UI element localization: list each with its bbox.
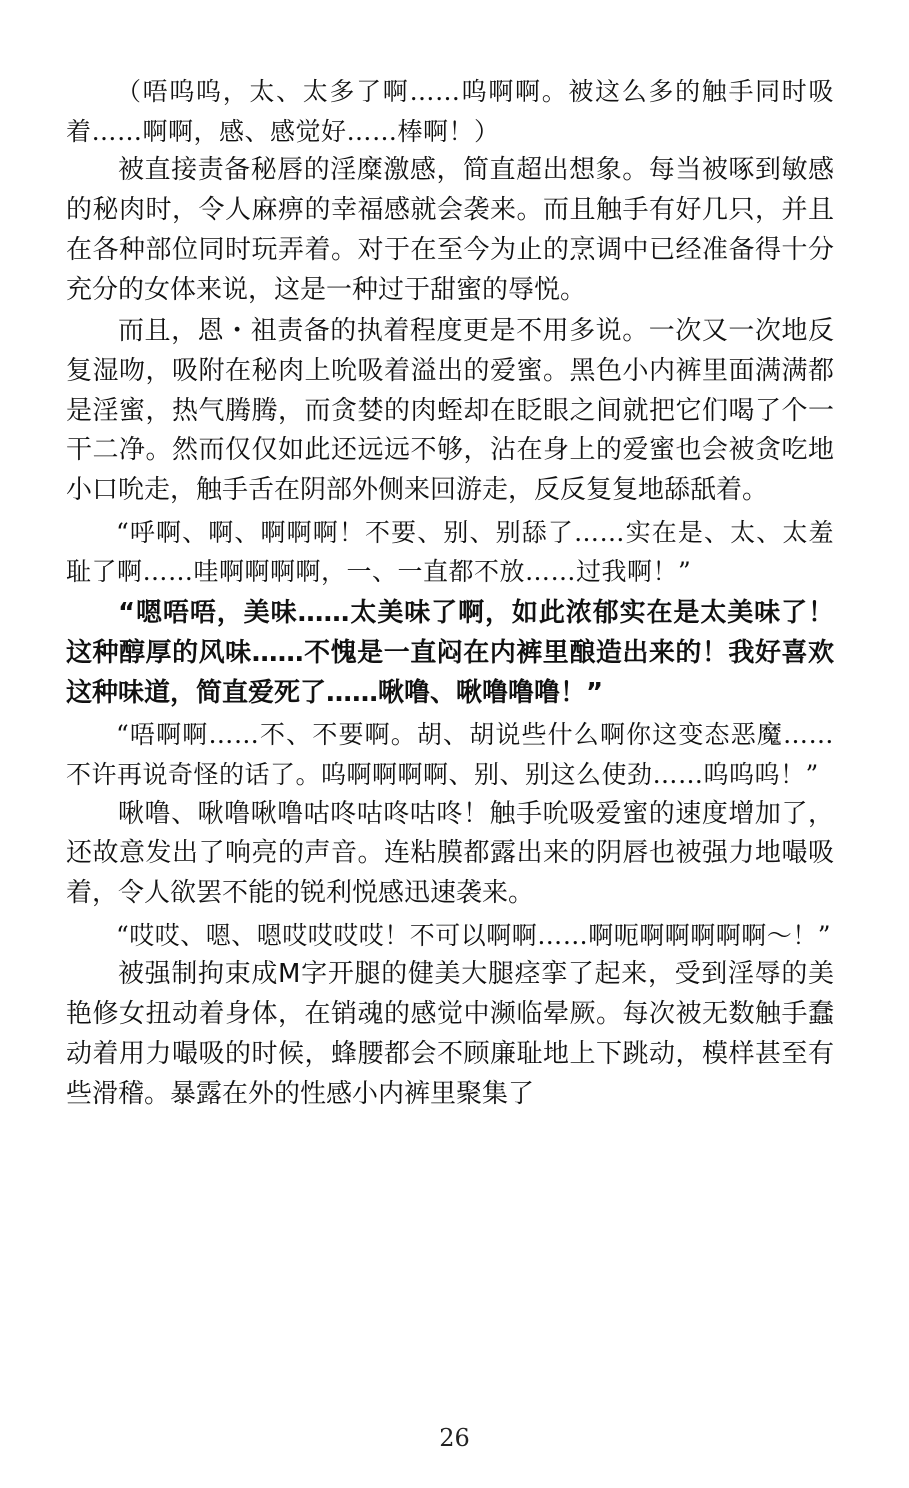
page-number: 26 <box>439 1424 470 1452</box>
dialogue-heroine: “呼啊、啊、啊啊啊！不要、别、别舔了……实在是、太、太羞耻了啊……哇啊啊啊啊，一、一直都不放……过我啊！” <box>66 517 834 587</box>
dialogue-heroine: “哎哎、嗯、嗯哎哎哎哎！不可以啊啊……啊呃啊啊啊啊啊～！” <box>116 920 832 950</box>
narration-paragraph: 啾噜、啾噜啾噜咕咚咕咚咕咚！触手吮吸爱蜜的速度增加了，还故意发出了响亮的声音。连粘膜都露出来的阴唇也被强力地嘬吸着，令人欲罢不能的锐利悦感迅速袭来。 <box>66 798 834 909</box>
narration-paragraph: 被强制拘束成M字开腿的健美大腿痉挛了起来，受到淫辱的美艳修女扭动着身体，在销魂的感觉中濒临晕厥。每次被无数触手蠢动着用力嘬吸的时候，蜂腰都会不顾廉耻地上下跳动，模样甚至有些滑稽。暴露在外的性感小内裤里聚集了 <box>66 959 834 1109</box>
dialogue-demon: “嗯唔唔，美味……太美味了啊，如此浓郁实在是太美味了！这种醇厚的风味……不愧是一直闷在内裤里酿造出来的！我好喜欢这种味道，简直爱死了……啾噜、啾噜噜噜！” <box>66 598 834 708</box>
narration-paragraph: 被直接责备秘唇的淫糜激感，简直超出想象。每当被啄到敏感的秘肉时，令人麻痹的幸福感就会袭来。而且触手有好几只，并且在各种部位同时玩弄着。对于在至今为止的烹调中已经准备得十分充分的女体来说，这是一种过于甜蜜的辱悦。 <box>66 155 834 305</box>
narration-paragraph: 而且，恩・祖责备的执着程度更是不用多说。一次又一次地反复湿吻，吸附在秘肉上吮吸着溢出的爱蜜。黑色小内裤里面满满都是淫蜜，热气腾腾，而贪婪的肉蛭却在眨眼之间就把它们喝了个一干二净。然而仅仅如此还远远不够，沾在身上的爱蜜也会被贪吃地小口吮走，触手舌在阴部外侧来回游走，反反复复地舔舐着。 <box>66 316 834 506</box>
inner-monologue: （唔呜呜，太、太多了啊……呜啊啊。被这么多的触手同时吸着……啊啊，感、感觉好……棒啊！） <box>66 77 834 146</box>
body-text <box>66 72 834 1114</box>
dialogue-heroine: “唔啊啊……不、不要啊。胡、胡说些什么啊你这变态恶魔……不许再说奇怪的话了。呜啊啊啊啊、别、别这么使劲……呜呜呜！” <box>66 720 834 789</box>
